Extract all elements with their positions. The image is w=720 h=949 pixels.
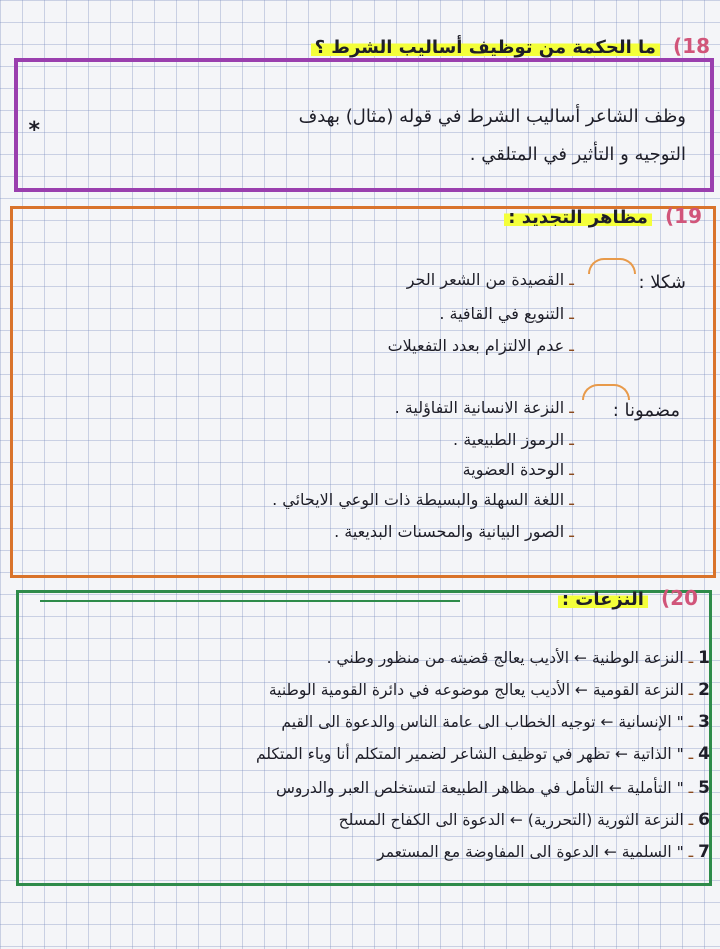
content-item-5-dash: ـ — [564, 522, 574, 541]
q18-title: ما الحكمة من توظيف أساليب الشرط ؟ — [311, 37, 660, 58]
nazaa-item-1 — [327, 648, 710, 668]
content-item-2-dash: ـ — [564, 430, 574, 449]
form-label-bracket — [588, 258, 636, 274]
nazaa-item-5 — [276, 778, 710, 798]
nazaa-item-7-dash: ـ — [683, 843, 699, 861]
q18-box-tab — [14, 102, 18, 192]
form-item-3-text: عدم الالتزام بعدد التفعيلات — [387, 336, 565, 355]
content-item-2 — [453, 430, 574, 449]
nazaa-item-1-text: النزعة الوطنية ← الأديب يعالج قضيته من منظور وطني . — [326, 649, 684, 667]
q18-answer-line1: وظف الشاعر أساليب الشرط في قوله (مثال) بهدف — [298, 106, 686, 127]
nazaa-item-2-text: النزعة القومية ← الأديب يعالج موضوعه في دائرة القومية الوطنية — [268, 681, 684, 699]
content-item-1-dash: ـ — [564, 398, 574, 417]
nazaa-item-7 — [377, 842, 710, 862]
nazaa-item-1-number: 1 — [698, 648, 710, 668]
form-item-1 — [407, 270, 574, 289]
nazaa-item-4-text: " الذاتية ← تظهر في توظيف الشاعر لضمير المتكلم أنا وياء المتكلم — [255, 745, 684, 763]
form-item-3 — [388, 336, 574, 355]
form-item-2-dash: ـ — [564, 304, 574, 323]
form-item-1-text: القصيدة من الشعر الحر — [406, 270, 565, 289]
form-item-3-dash: ـ — [564, 336, 574, 355]
nazaa-item-2-number: 2 — [698, 680, 710, 700]
nazaa-item-6-number: 6 — [698, 810, 710, 830]
nazaa-item-2 — [269, 680, 710, 700]
nazaa-item-5-text: " التأملية ← التأمل في مظاهر الطبيعة لتستخلص العبر والدروس — [275, 779, 684, 797]
nazaa-item-2-dash: ـ — [683, 681, 699, 699]
nazaa-item-1-dash: ـ — [683, 649, 699, 667]
nazaa-item-3-text: " الإنسانية ← توجيه الخطاب الى عامة الناس والدعوة الى القيم — [281, 713, 684, 731]
nazaa-item-3-dash: ـ — [683, 713, 699, 731]
content-label: مضمونا : — [612, 400, 680, 421]
content-label-bracket — [582, 384, 630, 400]
nazaa-item-7-number: 7 — [698, 842, 710, 862]
q20-title: النزعات : — [558, 589, 648, 610]
content-item-3-text: الوحدة العضوية — [462, 460, 565, 479]
content-item-1-text: النزعة الانسانية التفاؤلية . — [394, 398, 565, 417]
form-item-2 — [439, 304, 574, 323]
nazaa-item-4-dash: ـ — [683, 745, 699, 763]
q18-number: 18) — [673, 34, 710, 58]
nazaa-item-5-dash: ـ — [683, 779, 699, 797]
q19-number: 19) — [665, 204, 702, 228]
q18-heading — [311, 34, 710, 58]
q18-answer-line2: التوجيه و التأثير في المتلقي . — [469, 144, 686, 165]
nazaa-item-4-number: 4 — [698, 744, 710, 764]
nazaa-item-5-number: 5 — [698, 778, 710, 798]
nazaa-item-6-text: النزعة الثورية (التحررية) ← الدعوة الى الكفاح المسلح — [338, 811, 684, 829]
q20-heading — [558, 586, 698, 610]
content-item-3-dash: ـ — [564, 460, 574, 479]
nazaa-item-6 — [339, 810, 710, 830]
content-item-3 — [463, 460, 574, 479]
form-item-1-dash: ـ — [564, 270, 574, 289]
nazaa-item-7-text: " السلمية ← الدعوة الى المفاوضة مع المستعمر — [377, 843, 684, 861]
content-item-5-text: الصور البيانية والمحسنات البديعية . — [334, 522, 565, 541]
nazaa-item-3-number: 3 — [698, 712, 710, 732]
content-item-4-text: اللغة السهلة والبسيطة ذات الوعي الايحائي . — [272, 490, 565, 509]
form-label: شكلا : — [638, 272, 686, 293]
q20-title-underline — [40, 600, 460, 602]
form-item-2-text: التنويع في القافية . — [439, 304, 565, 323]
content-item-4-dash: ـ — [564, 490, 574, 509]
q18-bullet: * — [28, 118, 40, 143]
nazaa-item-3 — [281, 712, 710, 732]
nazaa-item-4 — [256, 744, 710, 764]
content-item-1 — [395, 398, 574, 417]
content-item-4 — [272, 490, 574, 509]
nazaa-item-6-dash: ـ — [683, 811, 699, 829]
q19-heading — [504, 204, 702, 228]
q19-title: مظاهر التجديد : — [504, 207, 652, 228]
content-item-5 — [334, 522, 574, 541]
content-item-2-text: الرموز الطبيعية . — [453, 430, 565, 449]
q20-number: 20) — [661, 586, 698, 610]
